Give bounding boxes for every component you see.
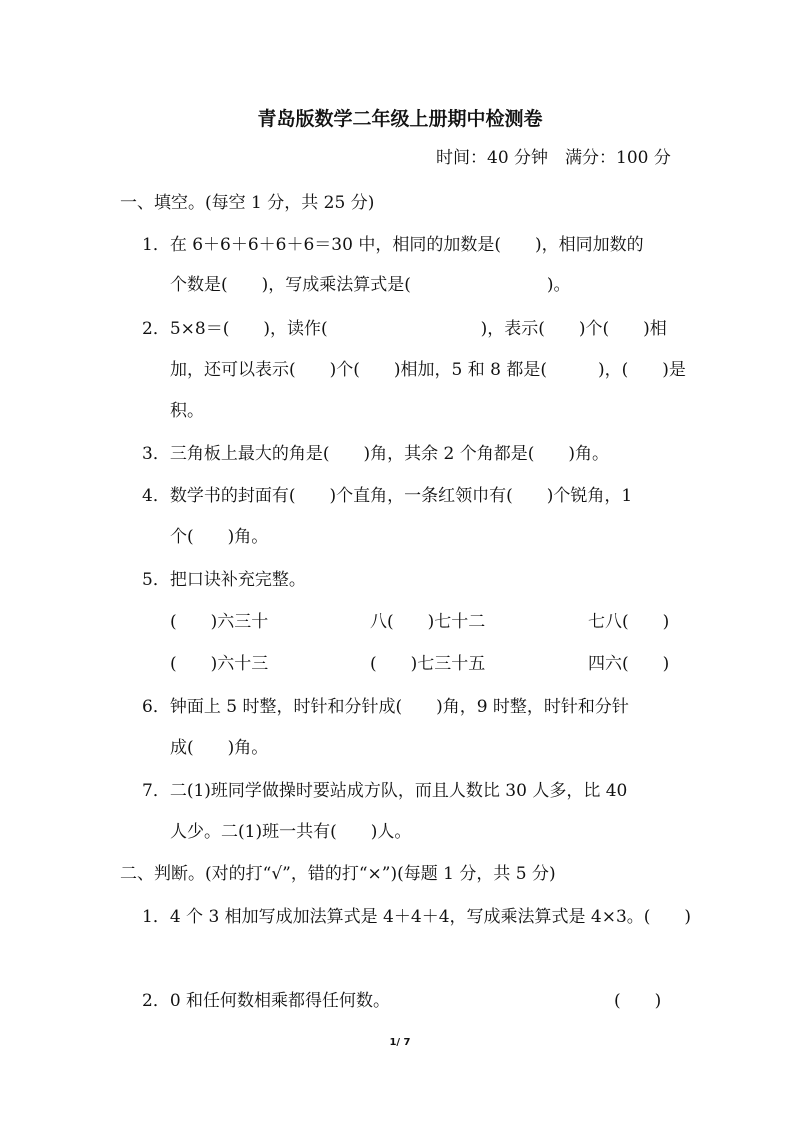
question-4-line-2: 个( )角。 (170, 527, 269, 547)
question-5-line-1: 5．把口诀补充完整。 (142, 570, 306, 590)
question-3-line-1: 3．三角板上最大的角是( )角，其余 2 个角都是( )角。 (142, 444, 609, 464)
question-6-line-2: 成( )角。 (170, 738, 269, 758)
time-score-info: 时间：40 分钟 满分：100 分 (436, 148, 671, 168)
rhyme-r2c3: 四六( ) (588, 654, 670, 674)
question-1-line-1: 1．在 6＋6＋6＋6＋6＝30 中，相同的加数是( )，相同加数的 (142, 235, 644, 255)
page-title: 青岛版数学二年级上册期中检测卷 (257, 108, 543, 130)
rhyme-r2c2: ( )七三十五 (370, 654, 486, 674)
question-2-line-1: 2．5×8＝( )，读作( )，表示( )个( )相 (142, 319, 667, 339)
rhyme-r1c3: 七八( ) (588, 612, 670, 632)
question-2-line-3: 积。 (170, 401, 204, 421)
judge-question-2: 2．0 和任何数相乘都得任何数。 (142, 991, 391, 1011)
question-7-line-1: 7．二(1)班同学做操时要站成方队，而且人数比 30 人多，比 40 (142, 781, 628, 801)
judge-question-2-answer-blank: ( ) (614, 991, 662, 1011)
question-4-line-1: 4．数学书的封面有( )个直角，一条红领巾有( )个锐角，1 (142, 486, 633, 506)
page-number: 1/ 7 (389, 1037, 411, 1048)
question-2-line-2: 加，还可以表示( )个( )相加，5 和 8 都是( )，( )是 (170, 360, 686, 380)
section1-heading: 一、填空。(每空 1 分，共 25 分) (120, 193, 375, 213)
question-7-line-2: 人少。二(1)班一共有( )人。 (170, 822, 412, 842)
rhyme-r1c2: 八( )七十二 (370, 612, 486, 632)
rhyme-r1c1: ( )六三十 (170, 612, 269, 632)
judge-question-1: 1．4 个 3 相加写成加法算式是 4＋4＋4，写成乘法算式是 4×3。( ) (142, 907, 692, 927)
question-6-line-1: 6．钟面上 5 时整，时针和分针成( )角，9 时整，时针和分针 (142, 697, 629, 717)
section2-heading: 二、判断。(对的打“√”，错的打“×”)(每题 1 分，共 5 分) (120, 864, 556, 884)
rhyme-r2c1: ( )六十三 (170, 654, 269, 674)
question-1-line-2: 个数是( )，写成乘法算式是( )。 (170, 275, 571, 295)
